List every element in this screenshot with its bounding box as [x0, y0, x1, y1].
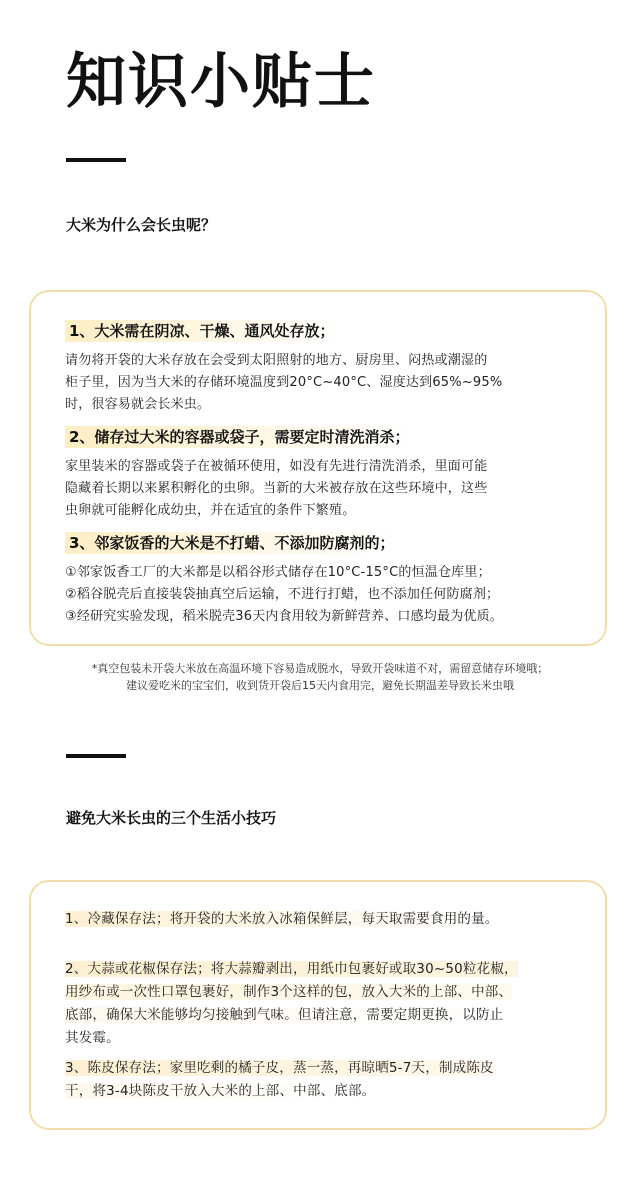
section2-heading: 避免大米长虫的三个生活小技巧	[66, 809, 277, 827]
cause-2-title: 2、储存过大米的容器或袋子，需要定时清洗消杀；	[65, 426, 417, 448]
cause-1-body: 请勿将开袋的大米存放在会受到太阳照射的地方、厨房里、闷热或潮湿的 柜子里，因为当大米的存储环境温度到20°C~40°C、湿度达到65%~95% 时，很容易就会长米虫。	[65, 353, 503, 412]
storage-note: *真空包装未开袋大米放在高温环境下容易造成脱水，导致开袋味道不对，需留意储存环境哦； 建议爱吃米的宝宝们，收到货开袋后15天内食用完，避免长期温差导致长米虫哦	[91, 662, 549, 692]
cause-3-body: ①邻家饭香工厂的大米都是以稻谷形式储存在10°C-15°C的恒温仓库里； ②稻谷脱壳后直接装袋抽真空后运输，不进行打蜡，也不添加任何防腐剂； ③经研究实验发现，稻米脱壳36天内食用较为新鲜营养、口感均最为优质。	[65, 565, 503, 624]
tip-1-text: 1、冷藏保存法；将开袋的大米放入冰箱保鲜层，每天取需要食用的量。	[65, 911, 499, 927]
storage-tips-card	[29, 880, 607, 1130]
cause-1-title: 1、大米需在阴凉、干燥、通风处存放；	[65, 320, 342, 342]
tip-1	[65, 908, 589, 931]
rice-bug-causes-card	[29, 290, 607, 646]
tip-3	[65, 1057, 589, 1103]
page-title: 知识小贴士	[66, 47, 376, 117]
tip-2-text: 2、大蒜或花椒保存法；将大蒜瓣剥出，用纸巾包裹好或取30~50粒花椒， 用纱布或一次性口罩包裹好，制作3个这样的包，放入大米的上部、中部、 底部，确保大米能够均匀接触到气味。但请注意，需要定期更换，以防止 其发霉。	[65, 961, 518, 1046]
tip-3-text: 3、陈皮保存法；家里吃剩的橘子皮，蒸一蒸，再晾晒5-7天，制成陈皮 干，将3-4块陈皮干放入大米的上部、中部、底部。	[65, 1060, 494, 1099]
tip-2	[65, 958, 589, 1050]
title-divider	[66, 158, 126, 162]
section2-divider	[66, 754, 126, 758]
section1-heading: 大米为什么会长虫呢？	[66, 216, 217, 234]
cause-2-body: 家里装米的容器或袋子在被循环使用，如没有先进行清洗消杀，里面可能 隐藏着长期以来累积孵化的虫卵。当新的大米被存放在这些环境中，这些 虫卵就可能孵化成幼虫，并在适宜的条件下繁殖。	[65, 459, 488, 518]
cause-3-title: 3、邻家饭香的大米是不打蜡、不添加防腐剂的；	[65, 532, 402, 554]
